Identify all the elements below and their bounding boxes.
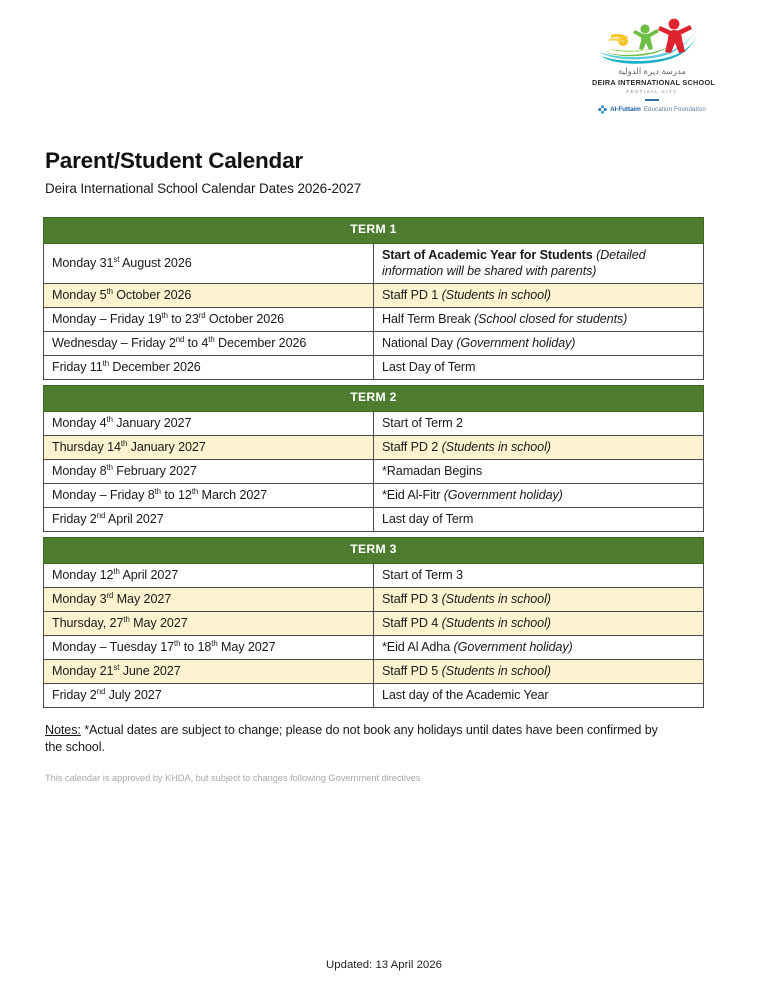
table-row (44, 307, 704, 331)
event-text: Staff PD 5 (382, 664, 442, 679)
term-1-table (43, 217, 704, 380)
event-text: Last day of the Academic Year (382, 688, 549, 703)
notes-paragraph (45, 722, 665, 756)
event-text: Half Term Break (382, 311, 474, 326)
event-cell (374, 411, 704, 435)
term-3-table (43, 537, 704, 708)
date-cell: Wednesday – Friday 2nd to 4th December 2026 (44, 332, 374, 356)
table-row (44, 587, 704, 611)
event-text: Start of Term 3 (382, 567, 463, 582)
event-text: Last day of Term (382, 512, 474, 527)
event-cell (374, 283, 704, 307)
page-title: Parent/Student Calendar (45, 148, 303, 173)
date-cell: Friday 2nd April 2027 (44, 508, 374, 532)
table-row (44, 283, 704, 307)
table-row (44, 611, 704, 635)
event-cell (374, 459, 704, 483)
term-1-body (44, 243, 704, 380)
term-1-heading: TERM 1 (44, 218, 704, 244)
event-note: (Students in school) (441, 664, 551, 679)
event-cell (374, 635, 704, 659)
logo-school-name: DEIRA INTERNATIONAL SCHOOL (592, 78, 716, 88)
event-note: (Students in school) (441, 439, 551, 454)
date-cell: Monday 5th October 2026 (44, 283, 374, 307)
school-logo-block (592, 14, 716, 114)
event-text: Staff PD 4 (382, 615, 442, 630)
date-cell: Monday – Tuesday 17th to 18th May 2027 (44, 635, 374, 659)
table-row (44, 243, 704, 283)
event-note: (Detailed information will be shared with parents) (382, 247, 646, 278)
table-row (44, 356, 704, 380)
table-row (44, 684, 704, 708)
logo-campus-name: FESTIVAL CITY (626, 89, 678, 95)
event-text: Start of Term 2 (382, 415, 463, 430)
date-cell: Monday 31st August 2026 (44, 243, 374, 283)
al-futtaim-flower-icon (598, 105, 607, 114)
event-text: Staff PD 2 (382, 439, 442, 454)
table-row (44, 459, 704, 483)
event-note: (Students in school) (441, 287, 551, 302)
table-row (44, 435, 704, 459)
date-cell: Monday 21st June 2027 (44, 660, 374, 684)
date-cell: Monday 3rd May 2027 (44, 587, 374, 611)
event-text: Staff PD 3 (382, 591, 442, 606)
event-text: National Day (382, 336, 457, 351)
table-row (44, 635, 704, 659)
page-subtitle: Deira International School Calendar Dates 2026-2027 (45, 181, 362, 196)
event-note: (Government holiday) (456, 336, 576, 351)
logo-divider (645, 99, 659, 101)
event-cell (374, 587, 704, 611)
al-futtaim-foundation-lockup (592, 105, 712, 114)
table-row (44, 660, 704, 684)
event-cell (374, 356, 704, 380)
date-cell: Monday 4th January 2027 (44, 411, 374, 435)
date-cell: Monday 12th April 2027 (44, 563, 374, 587)
event-cell (374, 660, 704, 684)
foundation-brand-name: Al-Futtaim (610, 105, 641, 113)
event-note: (Students in school) (441, 591, 551, 606)
date-cell: Monday 8th February 2027 (44, 459, 374, 483)
table-row (44, 483, 704, 507)
term-3-body (44, 563, 704, 708)
date-cell: Monday – Friday 19th to 23rd October 2026 (44, 307, 374, 331)
event-cell (374, 563, 704, 587)
event-cell (374, 307, 704, 331)
notes-body: *Actual dates are subject to change; please do not book any holidays until dates have been confirmed by the school. (45, 723, 658, 754)
date-cell: Thursday, 27th May 2027 (44, 611, 374, 635)
event-note: (Students in school) (441, 615, 551, 630)
event-text: *Eid Al-Fitr (382, 487, 444, 502)
date-cell: Friday 11th December 2026 (44, 356, 374, 380)
event-note: (School closed for students) (473, 311, 628, 326)
event-cell (374, 483, 704, 507)
event-cell (374, 684, 704, 708)
table-row (44, 563, 704, 587)
date-cell: Monday – Friday 8th to 12th March 2027 (44, 483, 374, 507)
foundation-descriptor: Education Foundation (643, 105, 706, 113)
event-text: *Eid Al Adha (382, 639, 454, 654)
notes-label: Notes: (45, 723, 81, 737)
term-3-heading: TERM 3 (44, 538, 704, 564)
event-cell (374, 243, 704, 283)
khda-approval-note: This calendar is approved by KHDA, but subject to changes following Government directives (45, 773, 421, 783)
event-cell (374, 435, 704, 459)
deira-international-school-logo-icon (595, 14, 709, 66)
event-cell (374, 611, 704, 635)
event-text: Last Day of Term (382, 360, 476, 375)
event-note: (Government holiday) (443, 487, 563, 502)
term-2-body (44, 411, 704, 532)
term-2-heading: TERM 2 (44, 386, 704, 412)
event-strong: Start of Academic Year for Students (382, 247, 593, 262)
event-text: *Ramadan Begins (382, 463, 483, 478)
footer-updated-date: Updated: 13 April 2026 (326, 959, 442, 971)
table-row (44, 332, 704, 356)
date-cell: Friday 2nd July 2027 (44, 684, 374, 708)
event-text: Staff PD 1 (382, 287, 442, 302)
event-cell (374, 508, 704, 532)
table-row (44, 508, 704, 532)
date-cell: Thursday 14th January 2027 (44, 435, 374, 459)
logo-arabic-name: مدرسة ديرة الدولية (617, 66, 687, 76)
table-row (44, 411, 704, 435)
event-note: (Government holiday) (453, 639, 573, 654)
event-cell (374, 332, 704, 356)
term-2-table (43, 385, 704, 532)
